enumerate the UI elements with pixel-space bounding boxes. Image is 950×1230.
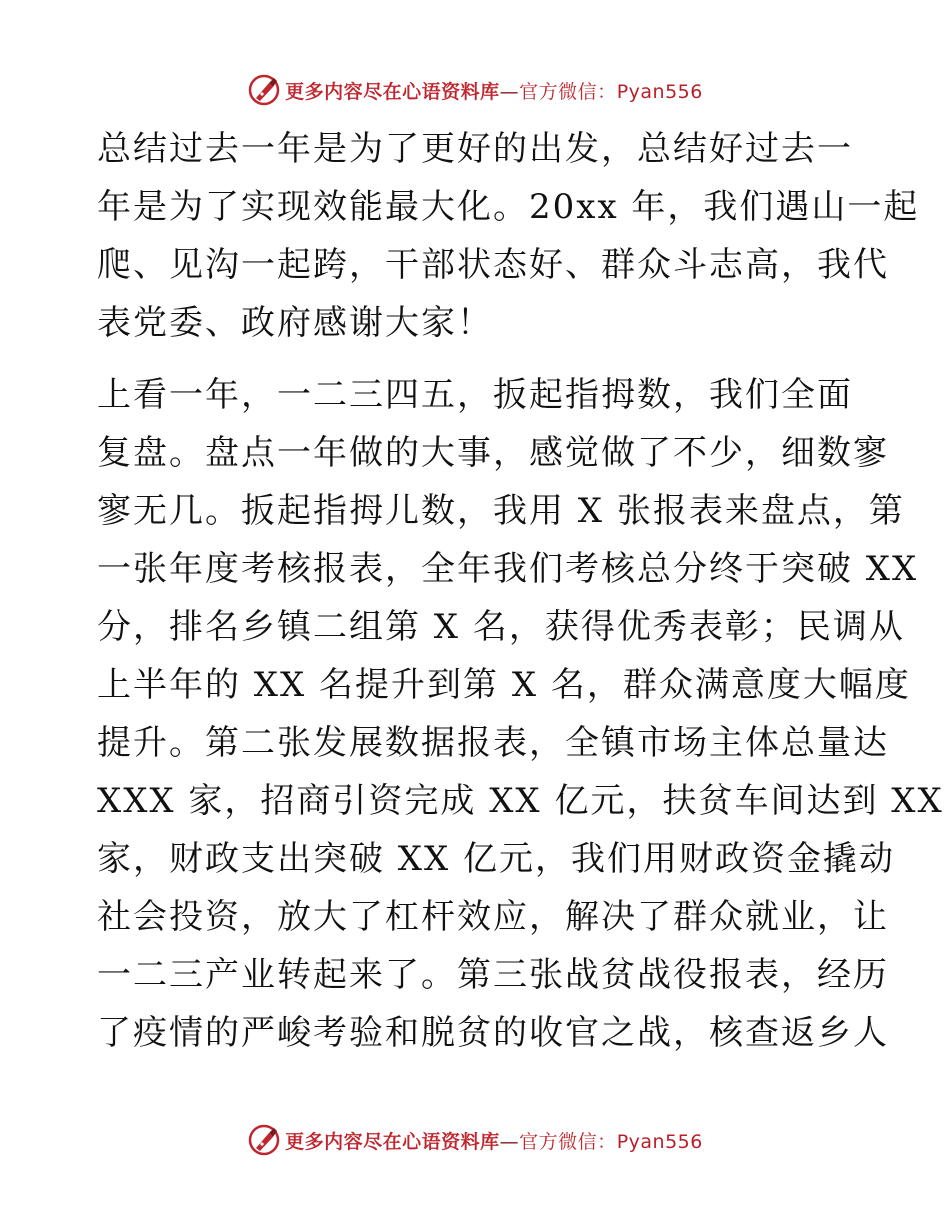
paragraph-2	[97, 366, 944, 1062]
pen-nib-logo-icon	[247, 1123, 281, 1157]
footer-banner-main: 更多内容尽在心语资料库	[285, 1130, 500, 1153]
paragraph-line: 爬、见沟一起跨，干部状态好、群众斗志高，我代	[97, 245, 889, 285]
footer-banner-wx-id: Pyan556	[616, 1130, 703, 1153]
paragraph-line: 总结过去一年是为了更好的出发，总结好过去一	[97, 129, 853, 169]
paragraph-line: 一二三产业转起来了。第三张战贫战役报表，经历	[97, 955, 889, 995]
paragraph-line: XXX 家，招商引资完成 XX 亿元，扶贫车间达到 XX	[97, 781, 944, 821]
header-banner-main: 更多内容尽在心语资料库	[285, 80, 500, 103]
paragraph-line: 一张年度考核报表，全年我们考核总分终于突破 XX	[97, 549, 919, 589]
header-banner-wx-label: 官方微信：	[519, 80, 617, 103]
paragraph-line: 上看一年，一二三四五，扳起指拇数，我们全面	[97, 375, 853, 415]
pen-nib-logo-icon	[247, 73, 281, 107]
paragraph-1	[97, 120, 920, 352]
header-banner-wx-id: Pyan556	[616, 80, 703, 103]
paragraph-line: 年是为了实现效能最大化。20xx 年，我们遇山一起	[97, 187, 920, 227]
paragraph-line: 家，财政支出突破 XX 亿元，我们用财政资金撬动	[97, 839, 896, 879]
paragraph-line: 上半年的 XX 名提升到第 X 名，群众满意度大幅度	[97, 665, 911, 705]
footer-banner-text	[285, 1127, 703, 1154]
header-banner-separator: —	[499, 80, 520, 103]
paragraph-line: 表党委、政府感谢大家！	[97, 303, 493, 343]
header-banner	[0, 68, 950, 112]
header-banner-text	[285, 77, 703, 104]
paragraph-line: 了疫情的严峻考验和脱贫的收官之战，核查返乡人	[97, 1013, 889, 1053]
paragraph-line: 复盘。盘点一年做的大事，感觉做了不少，细数寥	[97, 433, 889, 473]
document-body	[97, 120, 944, 1062]
footer-banner-separator: —	[499, 1130, 520, 1153]
footer-banner	[0, 1118, 950, 1162]
paragraph-line: 寥无几。扳起指拇儿数，我用 X 张报表来盘点，第	[97, 491, 905, 531]
footer-banner-wx-label: 官方微信：	[519, 1130, 617, 1153]
paragraph-line: 提升。第二张发展数据报表，全镇市场主体总量达	[97, 723, 889, 763]
paragraph-line: 社会投资，放大了杠杆效应，解决了群众就业，让	[97, 897, 889, 937]
paragraph-line: 分，排名乡镇二组第 X 名，获得优秀表彰；民调从	[97, 607, 905, 647]
